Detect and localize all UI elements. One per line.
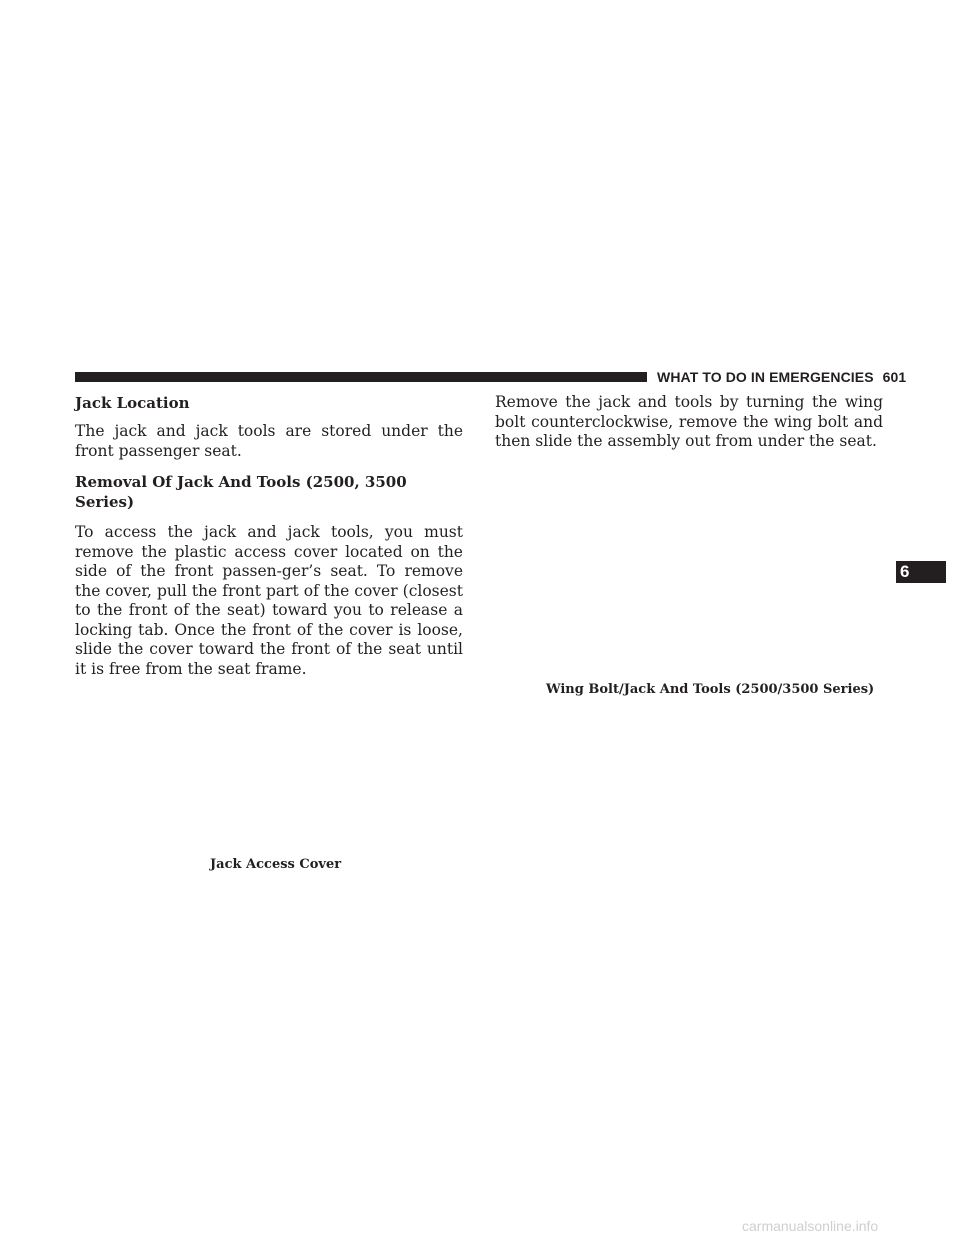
section-title: WHAT TO DO IN EMERGENCIES [657, 369, 874, 385]
figure-caption-jack-access-cover: Jack Access Cover [210, 857, 342, 872]
paragraph-jack-location: The jack and jack tools are stored under the front passenger seat. [75, 422, 463, 460]
right-column [495, 393, 883, 452]
running-header [657, 368, 907, 386]
watermark: carmanualsonline.info [742, 1218, 879, 1234]
paragraph-access-cover: To access the jack and jack tools, you must remove the plastic access cover located on the side of the front passen-ger’s seat. To remove the cover, pull the front part of the cover (closest to the front of the seat) toward you to release a locking tab. Once the front of the cover is loose, slide the cover toward the front of the seat until it is free from the seat frame. [75, 523, 463, 678]
left-column [75, 393, 463, 679]
chapter-number: 6 [900, 562, 910, 581]
page-number: 601 [882, 369, 907, 385]
header-rule [75, 372, 647, 382]
paragraph-remove-jack: Remove the jack and tools by turning the wing bolt counterclockwise, remove the wing bolt and then slide the assembly out from under the seat. [495, 393, 883, 450]
heading-removal-of-jack: Removal Of Jack And Tools (2500, 3500 Series) [75, 473, 407, 511]
chapter-tab [896, 561, 946, 583]
figure-caption-wing-bolt: Wing Bolt/Jack And Tools (2500/3500 Series) [546, 682, 875, 697]
heading-jack-location: Jack Location [75, 394, 190, 412]
